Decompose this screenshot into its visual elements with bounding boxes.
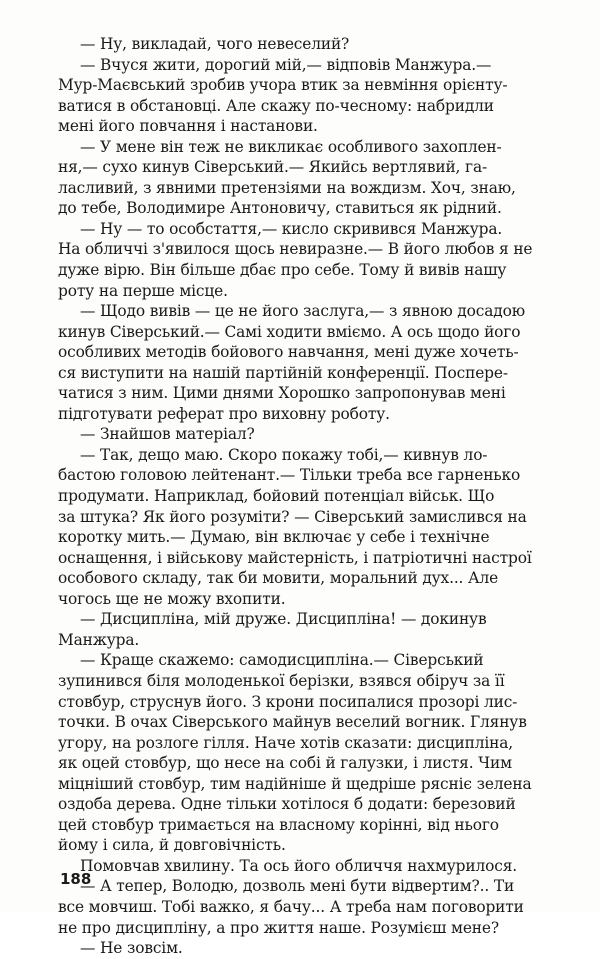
text-line: Помовчав хвилину. Та ось його обличчя нахмурилося.: [80, 856, 518, 875]
text-line: точки. В очах Сіверського майнув веселий вогник. Глянув: [58, 713, 527, 732]
text-line: ласливий, з явними претензіями на вождизм. Хоч, знаю,: [58, 178, 516, 197]
text-line: коротку мить.— Думаю, він включає у себе і технічне: [58, 528, 490, 547]
text-line: стовбур, струснув його. З крони посипалися прозорі лис-: [58, 692, 518, 711]
text-line: як оцей стовбур, що несе на собі й галузки, і листя. Чим: [58, 754, 512, 773]
text-line: чогось ще не можу вхопити.: [58, 589, 286, 608]
text-line: Манжура.: [58, 630, 140, 649]
text-line: мені його повчання і настанови.: [58, 117, 318, 136]
text-line: особливих методів бойового навчання, мені дуже хочеть-: [58, 343, 519, 362]
text-line: — А тепер, Володю, дозволь мені бути відвертим?.. Ти: [80, 877, 515, 896]
text-line: дуже вірю. Він більше дбає про себе. Тому й вивів нашу: [58, 261, 507, 280]
text-line: — Знайшов матеріал?: [80, 425, 255, 444]
text-line: продумати. Наприклад, бойовий потенціал військ. Що: [58, 487, 495, 506]
text-line: угору, на розлоге гілля. Наче хотів сказати: дисципліна,: [58, 733, 513, 752]
text-line: — Не зовсім.: [80, 939, 183, 958]
text-line: все мовчиш. Тобі важко, я бачу... А треба нам поговорити: [58, 897, 524, 916]
text-line: зупинився біля молоденької берізки, взявся обіруч за її: [58, 671, 505, 690]
text-line: ватися в обстановці. Але скажу по-чесному: набридли: [58, 96, 494, 115]
text-line: особового складу, так би мовити, моральний дух... Але: [58, 569, 499, 588]
body-text: [58, 34, 546, 959]
text-line: цей стовбур тримається на власному корінні, від нього: [58, 815, 499, 834]
text-line: — Так, дещо маю. Скоро покажу тобі,— кивнув ло-: [80, 445, 488, 464]
text-line: підготувати реферат про виховну роботу.: [58, 404, 390, 423]
text-line: роту на перше місце.: [58, 281, 228, 300]
text-line: оснащення, і військову майстерність, і патріотичні настрої: [58, 548, 532, 567]
text-line: не про дисципліну, а про життя наше. Розумієш мене?: [58, 918, 499, 937]
text-line: — Щодо вивів — це не його заслуга,— з явною досадою: [80, 302, 525, 321]
text-line: за штука? Як його розуміти? — Сіверський замислився на: [58, 507, 527, 526]
text-line: — Вчуся жити, дорогий мій,— відповів Манжура.—: [80, 55, 492, 74]
text-line: бастою головою лейтенант.— Тільки треба все гарненько: [58, 466, 521, 485]
text-line: до тебе, Володимире Антоновичу, ставиться як рідний.: [58, 199, 502, 218]
text-line: На обличчі з'явилося щось невиразне.— В його любов я не: [58, 240, 533, 259]
text-line: ня,— сухо кинув Сіверський.— Якийсь вертлявий, га-: [58, 158, 488, 177]
page-number: 188: [60, 870, 92, 888]
text-line: чатися з ним. Цими днями Хорошко запропонував мені: [58, 384, 506, 403]
text-line: — У мене він теж не викликає особливого захоплен-: [80, 137, 502, 156]
text-line: Мур-Маєвський зробив учора втик за невміння орієнту-: [58, 76, 508, 95]
text-line: йому і сила, й довговічність.: [58, 836, 286, 855]
text-line: ся виступити на нашій партійній конференції. Посперe-: [58, 363, 508, 382]
text-line: — Краще скажемо: самодисципліна.— Сіверський: [80, 651, 484, 670]
text-line: — Ну, викладай, чого невеселий?: [80, 35, 350, 53]
text-line: — Ну — то особстаття,— кисло скривився Манжура.: [80, 219, 503, 238]
text-line: — Дисципліна, мій друже. Дисципліна! — докинув: [80, 610, 487, 629]
text-line: міцніший стовбур, тим надійніше й щедріше рясніє зелена: [58, 774, 532, 793]
text-line: кинув Сіверський.— Самі ходити вміємо. А ось щодо його: [58, 322, 521, 341]
text-line: оздоба дерева. Одне тільки хотілося б додати: березовий: [58, 795, 516, 814]
